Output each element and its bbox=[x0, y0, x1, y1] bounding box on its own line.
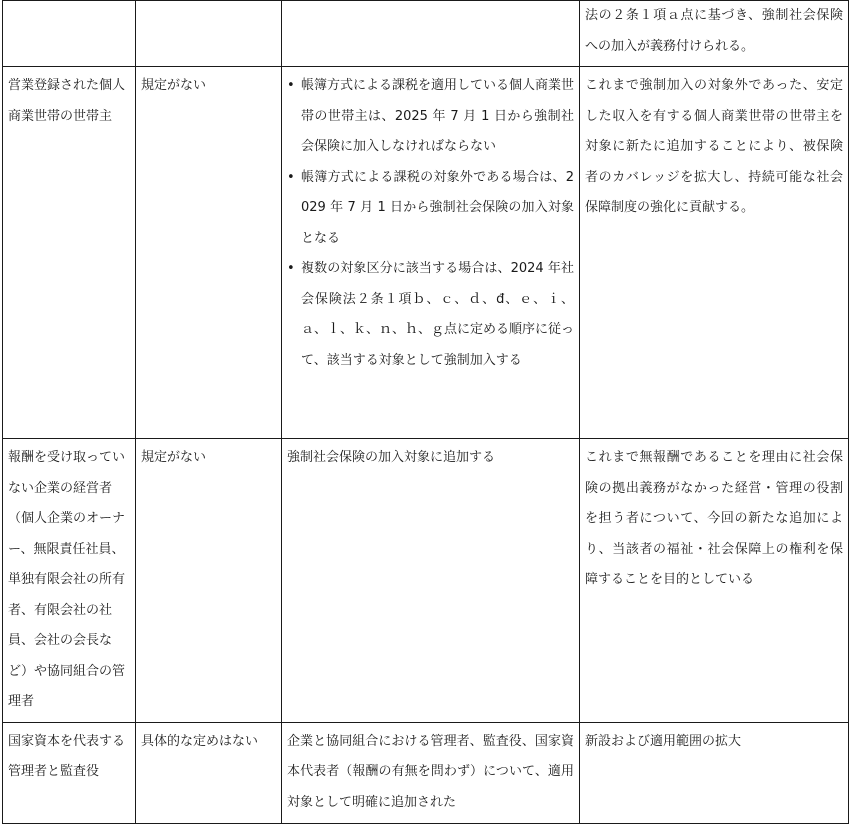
table-row bbox=[3, 722, 849, 823]
table-row bbox=[3, 1, 849, 67]
old-rule-cell: 規定がない bbox=[136, 67, 282, 439]
table-cell: 法の２条１項ａ点に基づき、強制社会保険への加入が義務付けられる。 bbox=[580, 1, 849, 67]
table-cell bbox=[3, 1, 136, 67]
new-rule-cell: 強制社会保険の加入対象に追加する bbox=[282, 439, 580, 723]
table-row bbox=[3, 67, 849, 439]
new-rule-cell bbox=[282, 67, 580, 439]
bullet-list bbox=[287, 71, 574, 376]
list-item: • 複数の対象区分に該当する場合は、2024 年社会保険法２条１項ｂ、ｃ、ｄ、đ、ｅ、ｉ、ａ、ｌ、ｋ、ｎ、ｈ、ｇ点に定める順序に従って、該当する対象として強制加入する bbox=[287, 254, 574, 376]
table-row bbox=[3, 439, 849, 723]
table-cell bbox=[136, 1, 282, 67]
new-rule-cell: 企業と協同組合における管理者、監査役、国家資本代表者（報酬の有無を問わず）について、適用対象として明確に追加された bbox=[282, 722, 580, 823]
table-cell bbox=[282, 1, 580, 67]
subject-cell: 営業登録された個人商業世帯の世帯主 bbox=[3, 67, 136, 439]
old-rule-cell: 規定がない bbox=[136, 439, 282, 723]
note-cell: 新設および適用範囲の拡大 bbox=[580, 722, 849, 823]
old-rule-cell: 具体的な定めはない bbox=[136, 722, 282, 823]
note-cell: これまで強制加入の対象外であった、安定した収入を有する個人商業世帯の世帯主を対象に新たに追加することにより、被保険者のカバレッジを拡大し、持続可能な社会保障制度の強化に貢献する。 bbox=[580, 67, 849, 439]
list-item: • 帳簿方式による課税を適用している個人商業世帯の世帯主は、2025 年 7 月 1 日から強制社会保険に加入しなければならない bbox=[287, 71, 574, 163]
comparison-table bbox=[2, 0, 849, 824]
note-cell: これまで無報酬であることを理由に社会保険の拠出義務がなかった経営・管理の役割を担う者について、今回の新たな追加により、当該者の福祉・社会保障上の権利を保障することを目的としている bbox=[580, 439, 849, 723]
subject-cell: 報酬を受け取っていない企業の経営者（個人企業のオーナー、無限責任社員、単独有限会社の所有者、有限会社の社員、会社の会長など）や協同組合の管理者 bbox=[3, 439, 136, 723]
list-item: • 帳簿方式による課税の対象外である場合は、2029 年 7 月 1 日から強制社会保険の加入対象となる bbox=[287, 163, 574, 255]
subject-cell: 国家資本を代表する管理者と監査役 bbox=[3, 722, 136, 823]
